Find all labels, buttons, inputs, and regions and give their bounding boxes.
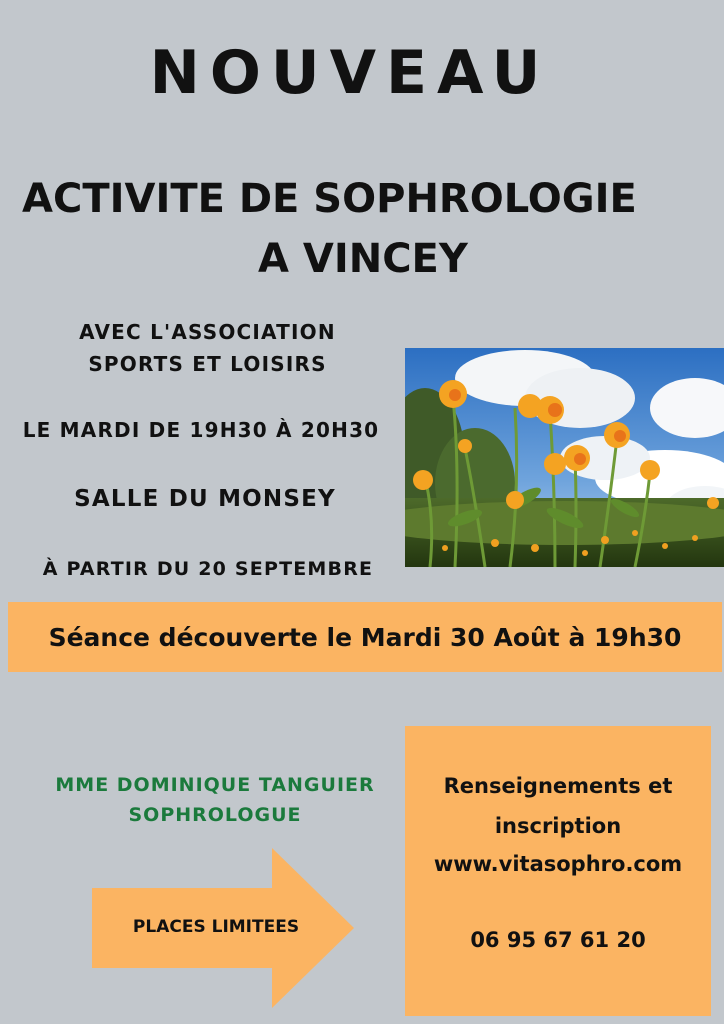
contact-website: www.vitasophro.com <box>433 852 683 876</box>
instructor-info <box>40 770 390 830</box>
association-line1: AVEC L'ASSOCIATION <box>79 320 336 344</box>
contact-box <box>405 726 711 1016</box>
places-limitees-text: PLACES LIMITEES <box>132 917 300 937</box>
contact-line1: Renseignements et <box>443 774 673 798</box>
activity-title-line2: A VINCEY <box>258 236 468 282</box>
schedule-text: LE MARDI DE 19H30 À 20H30 <box>22 418 380 442</box>
flowers-photo <box>405 348 724 567</box>
contact-phone: 06 95 67 61 20 <box>470 928 646 952</box>
instructor-title: SOPHROLOGUE <box>128 804 302 826</box>
activity-title-line1: ACTIVITE DE SOPHROLOGIE <box>22 176 637 222</box>
discovery-session-banner <box>8 602 722 672</box>
association-line2: SPORTS ET LOISIRS <box>88 352 327 376</box>
contact-line2: inscription <box>494 814 622 838</box>
instructor-name: MME DOMINIQUE TANGUIER <box>55 774 375 796</box>
venue-text: SALLE DU MONSEY <box>74 486 336 512</box>
discovery-session-text: Séance découverte le Mardi 30 Août à 19h30 <box>48 622 682 652</box>
start-date-text: À PARTIR DU 20 SEPTEMBRE <box>42 558 374 580</box>
association-info <box>50 316 365 380</box>
headline: NOUVEAU <box>149 38 551 108</box>
